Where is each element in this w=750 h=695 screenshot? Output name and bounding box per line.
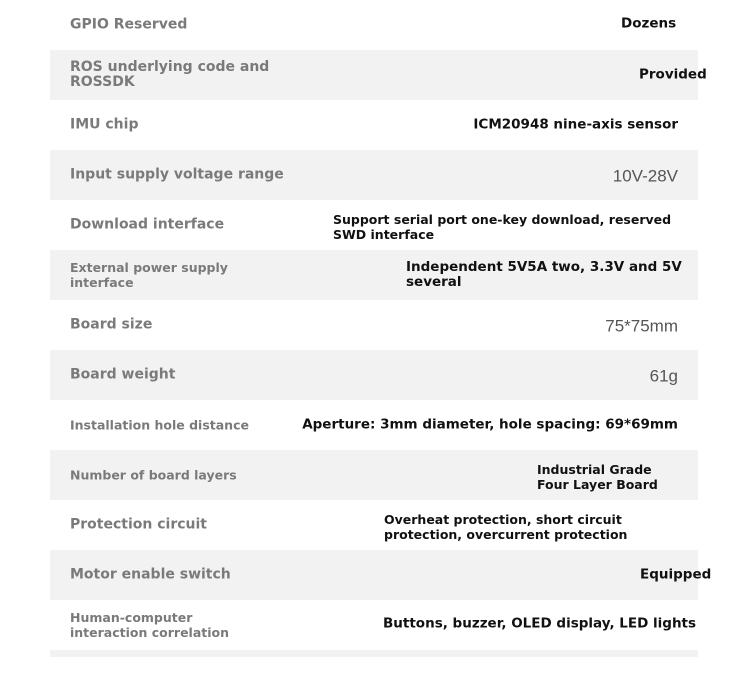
spec-label: Human-computer interaction correlation — [70, 610, 230, 640]
spec-row-gpio — [50, 0, 698, 50]
spec-label: ROS underlying code and ROSSDK — [70, 59, 270, 90]
spec-row-motor — [50, 550, 712, 600]
spec-label: Motor enable switch — [70, 566, 231, 583]
spec-row-hci — [50, 600, 698, 650]
spec-row-weight — [50, 350, 698, 400]
spec-value: 75*75mm — [605, 316, 678, 336]
spec-value: Support serial port one-key download, reserved SWD interface — [333, 212, 672, 242]
spec-value: Independent 5V5A two, 3.3V and 5V several — [406, 259, 682, 290]
table-bottom-divider — [50, 650, 698, 657]
spec-value: Dozens — [621, 15, 677, 32]
spec-table — [50, 0, 712, 650]
spec-value: Industrial Grade Four Layer Board — [537, 462, 658, 492]
spec-row-imu — [50, 100, 698, 150]
spec-row-layers — [50, 450, 698, 500]
spec-row-hole — [50, 400, 698, 450]
spec-value: 10V-28V — [612, 166, 678, 186]
spec-label: Protection circuit — [70, 516, 207, 533]
spec-label: Board size — [70, 316, 153, 333]
spec-value: Buttons, buzzer, OLED display, LED lights — [383, 615, 697, 632]
spec-value: Equipped — [640, 566, 712, 583]
spec-value: Aperture: 3mm diameter, hole spacing: 69*69mm — [302, 416, 678, 433]
spec-label: Installation hole distance — [70, 417, 249, 433]
spec-row-board-size — [50, 300, 698, 350]
spec-row-voltage — [50, 150, 698, 200]
spec-label: IMU chip — [70, 116, 139, 133]
spec-label: Download interface — [70, 216, 225, 233]
spec-label: GPIO Reserved — [70, 16, 188, 33]
spec-row-download — [50, 200, 698, 250]
spec-value: Provided — [639, 66, 707, 83]
spec-row-ext-power — [50, 250, 698, 300]
spec-value: Overheat protection, short circuit protection, overcurrent protection — [384, 512, 628, 542]
spec-row-ros — [50, 50, 707, 100]
spec-value: ICM20948 nine-axis sensor — [473, 116, 678, 133]
spec-value: 61g — [649, 366, 678, 386]
spec-label: Number of board layers — [70, 467, 237, 483]
spec-row-protection — [50, 500, 698, 550]
spec-label: Input supply voltage range — [70, 166, 284, 183]
spec-label: External power supply interface — [70, 260, 228, 290]
spec-label: Board weight — [70, 366, 176, 383]
